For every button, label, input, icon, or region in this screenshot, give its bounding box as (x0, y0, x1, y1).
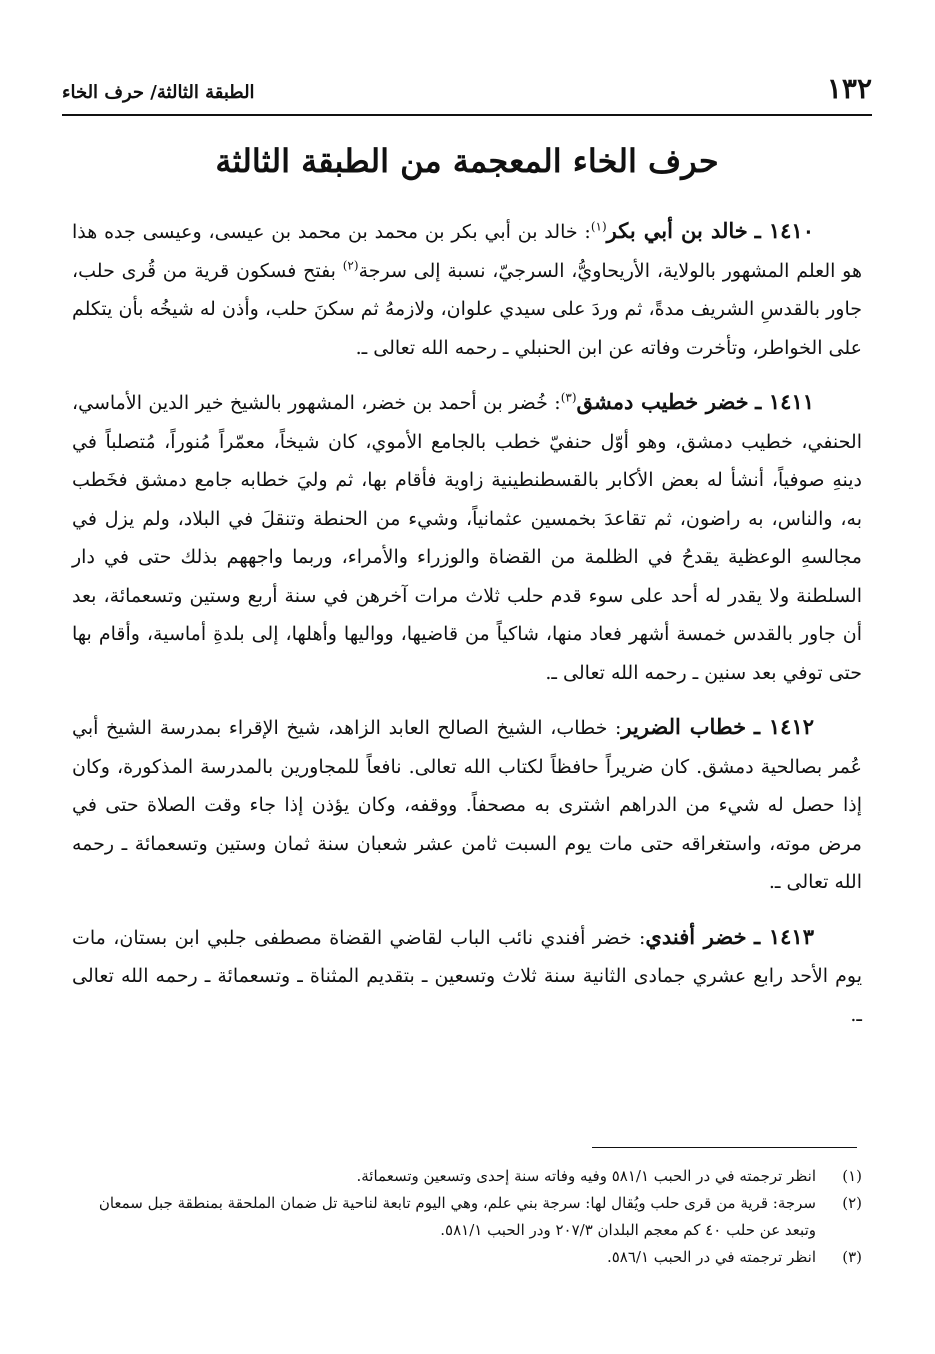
biography-entry (72, 383, 862, 692)
running-head: الطبقة الثالثة/ حرف الخاء (62, 82, 255, 103)
entry-number: ١٤١٣ ـ (754, 923, 814, 949)
footnotes (72, 1163, 862, 1271)
entry-number: ١٤١١ ـ (755, 389, 815, 414)
entry-name: خضر خطيب دمشق (576, 389, 749, 414)
entry-name: خضر أفندي (645, 923, 747, 949)
page-number: ١٣٢ (826, 72, 872, 105)
footnote-marker: (٢) (342, 258, 359, 273)
entry-text: : خطاب، الشيخ الصالح العابد الزاهد، شيخ الإقراء بمدرسة الشيخ أبي عُمر بصالحية دمشق. كان ضريراً حافظاً لكتاب الله تعالى. نافعاً للمجاورين بالمدرسة المذكورة، وكان إذا حصل له شيء من الدراهم اشترى به مصحفاً. ووقفه، وكان يؤذن إذا جاء وقت الصلاة حتى في مرض موته، واستغراقه حتى مات يوم السبت ثامن عشر شعبان سنة ثمان وستين وتسعمائة ـ رحمه الله تعالى ـ. (72, 717, 863, 893)
biography-entry (72, 708, 862, 902)
entry-text: بفتح فسكون قرية من قُرى حلب، جاور بالقدسِ الشريف مدةً، ثم وردَ على سيدي علوان، ولازمهُ ثم سكنَ حلب، وأذن له شيخُه بأن يتكلم على الخواطر، وتأخرت وفاته عن ابن الحنبلي ـ رحمه الله تعالى ـ. (72, 259, 862, 359)
footnote (72, 1244, 862, 1271)
footnote-mark: (١) (842, 1167, 862, 1185)
biography-entry (72, 918, 862, 1035)
entry-text: : خضر أفندي نائب الباب لقاضي القضاة مصطفى جلبي ابن بستان، مات يوم الأحد رابع عشري جمادى الثانية سنة ثلاث وتسعين ـ بتقديم المثناة ـ وتسعمائة ـ رحمه الله تعالى ـ. (72, 926, 862, 1026)
footnote-divider (592, 1147, 857, 1148)
footnote-marker: (١) (590, 219, 607, 234)
main-text (72, 212, 862, 1050)
footnote-text: انظر ترجمته في در الحبب ٥٨١/١ وفيه وفاته سنة إحدى وتسعين وتسعمائة. (356, 1167, 816, 1185)
entry-name: خالد بن أبي بكر (606, 218, 748, 243)
chapter-title: حرف الخاء المعجمة من الطبقة الثالثة (215, 142, 719, 180)
entry-name: خطاب الضرير (621, 714, 747, 739)
entry-text: : خالد بن أبي بكر بن محمد بن محمد بن عيسى، وعيسى جده هذا هو العلم المشهور بالولاية، الأريحاويُّ، السرجيّ، نسبة إلى سرجة (72, 221, 862, 282)
footnote (72, 1163, 862, 1190)
footnote (72, 1190, 862, 1244)
entry-text: : خُضر بن أحمد بن خضر، المشهور بالشيخ خير الدين الأماسي، الحنفي، خطيب دمشق، وهو أوّل حنفيّ خطب بالجامع الأموي، كان شيخاً، معمّراً مُنوراً، مُتصلباً في دينهِ صوفياً، أنشأ له بعض الأكابر بالقسطنطينية زاوية فأقام بها، ثم وليَ خطابه جامع دمشق فخَطب به، والناس، به راضون، ثم تقاعدَ بخمسين عثمانياً، وشيء من الحنطة وتنقلَ في البلاد، ولم يزل في مجالسهِ الوعظية يقدحُ في الظلمة من القضاة والوزراء والأمراء، وربما واجههم بذلك حتى في دار السلطنة ولا يقدر له أحد على سوء قدم حلب ثلاث مرات آخرهن في سنة أربع وستين وتسعمائة، بعد أن جاور بالقدس خمسة أشهر فعاد منها، شاكياً من قاضيها، وواليها وأهلها، إلى بلدةِ أماسية، وأقام بها حتى توفي بعد سنين ـ رحمه الله تعالى ـ. (72, 392, 862, 684)
entry-number: ١٤١٢ ـ (753, 714, 815, 739)
entry-number: ١٤١٠ ـ (754, 218, 814, 243)
biography-entry (72, 212, 862, 367)
footnote-text: سرجة: قرية من قرى حلب ويُقال لها: سرجة بني علم، وهي اليوم تابعة لناحية تل ضمان الملحقة بمنطقة جبل سمعان وتبعد عن حلب ٤٠ كم معجم البلدان ٢٠٧/٣ ودر الحبب ٥٨١/١. (98, 1194, 816, 1239)
footnote-marker: (٣) (560, 390, 577, 405)
footnote-mark: (٣) (842, 1248, 862, 1266)
footnote-text: انظر ترجمته في در الحبب ٥٨٦/١. (606, 1248, 816, 1266)
page-header (62, 70, 872, 116)
footnote-mark: (٢) (842, 1194, 862, 1212)
